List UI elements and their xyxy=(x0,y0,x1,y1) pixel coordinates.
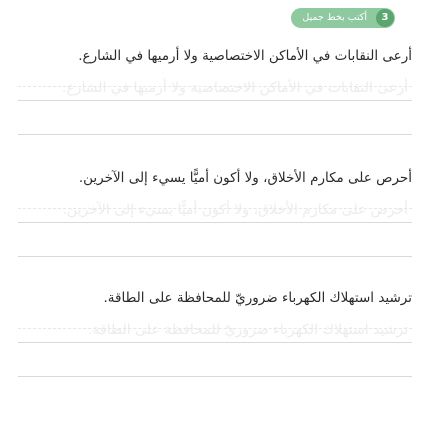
writing-line-1[interactable] xyxy=(18,108,412,136)
model-sentence-2: أحرص على مكارم الأخلاق، ولا أكون أميًّا يسيء إلى الآخرين. xyxy=(78,170,412,186)
guide-midline xyxy=(18,328,412,329)
write-baseline xyxy=(18,256,412,257)
writing-line-3[interactable] xyxy=(18,350,412,378)
trace-text-1: أرعى النقابات في الأماكن الاختصاصية ولا أرميها في الشارع. xyxy=(61,80,408,96)
exercise-title-badge xyxy=(291,8,395,28)
writing-guide-1 xyxy=(18,74,412,102)
exercise-number: 3 xyxy=(376,9,394,27)
guide-baseline xyxy=(18,100,412,101)
guide-midline xyxy=(18,208,412,209)
writing-line-2[interactable] xyxy=(18,230,412,258)
guide-midline xyxy=(18,86,412,87)
trace-text-2: أحرص على مكارم الأخلاق، ولا أكون أميًّا يسيء إلى الآخرين. xyxy=(62,202,408,218)
model-sentence-3: ترشيد استهلاك الكهرباء ضروريّ للمحافظة على الطاقة. xyxy=(103,290,412,306)
trace-text-3: ترشيد استهلاك الكهرباء ضروريّ للمحافظة على الطاقة. xyxy=(88,322,408,338)
exercise-title: أكتب بخط جميل xyxy=(302,12,367,23)
model-sentence-1: أرعى النقابات في الأماكن الاختصاصية ولا أرميها في الشارع. xyxy=(78,48,412,64)
write-baseline xyxy=(18,134,412,135)
write-baseline xyxy=(18,376,412,377)
writing-guide-3 xyxy=(18,316,412,344)
guide-baseline xyxy=(18,342,412,343)
guide-baseline xyxy=(18,222,412,223)
writing-guide-2 xyxy=(18,196,412,224)
